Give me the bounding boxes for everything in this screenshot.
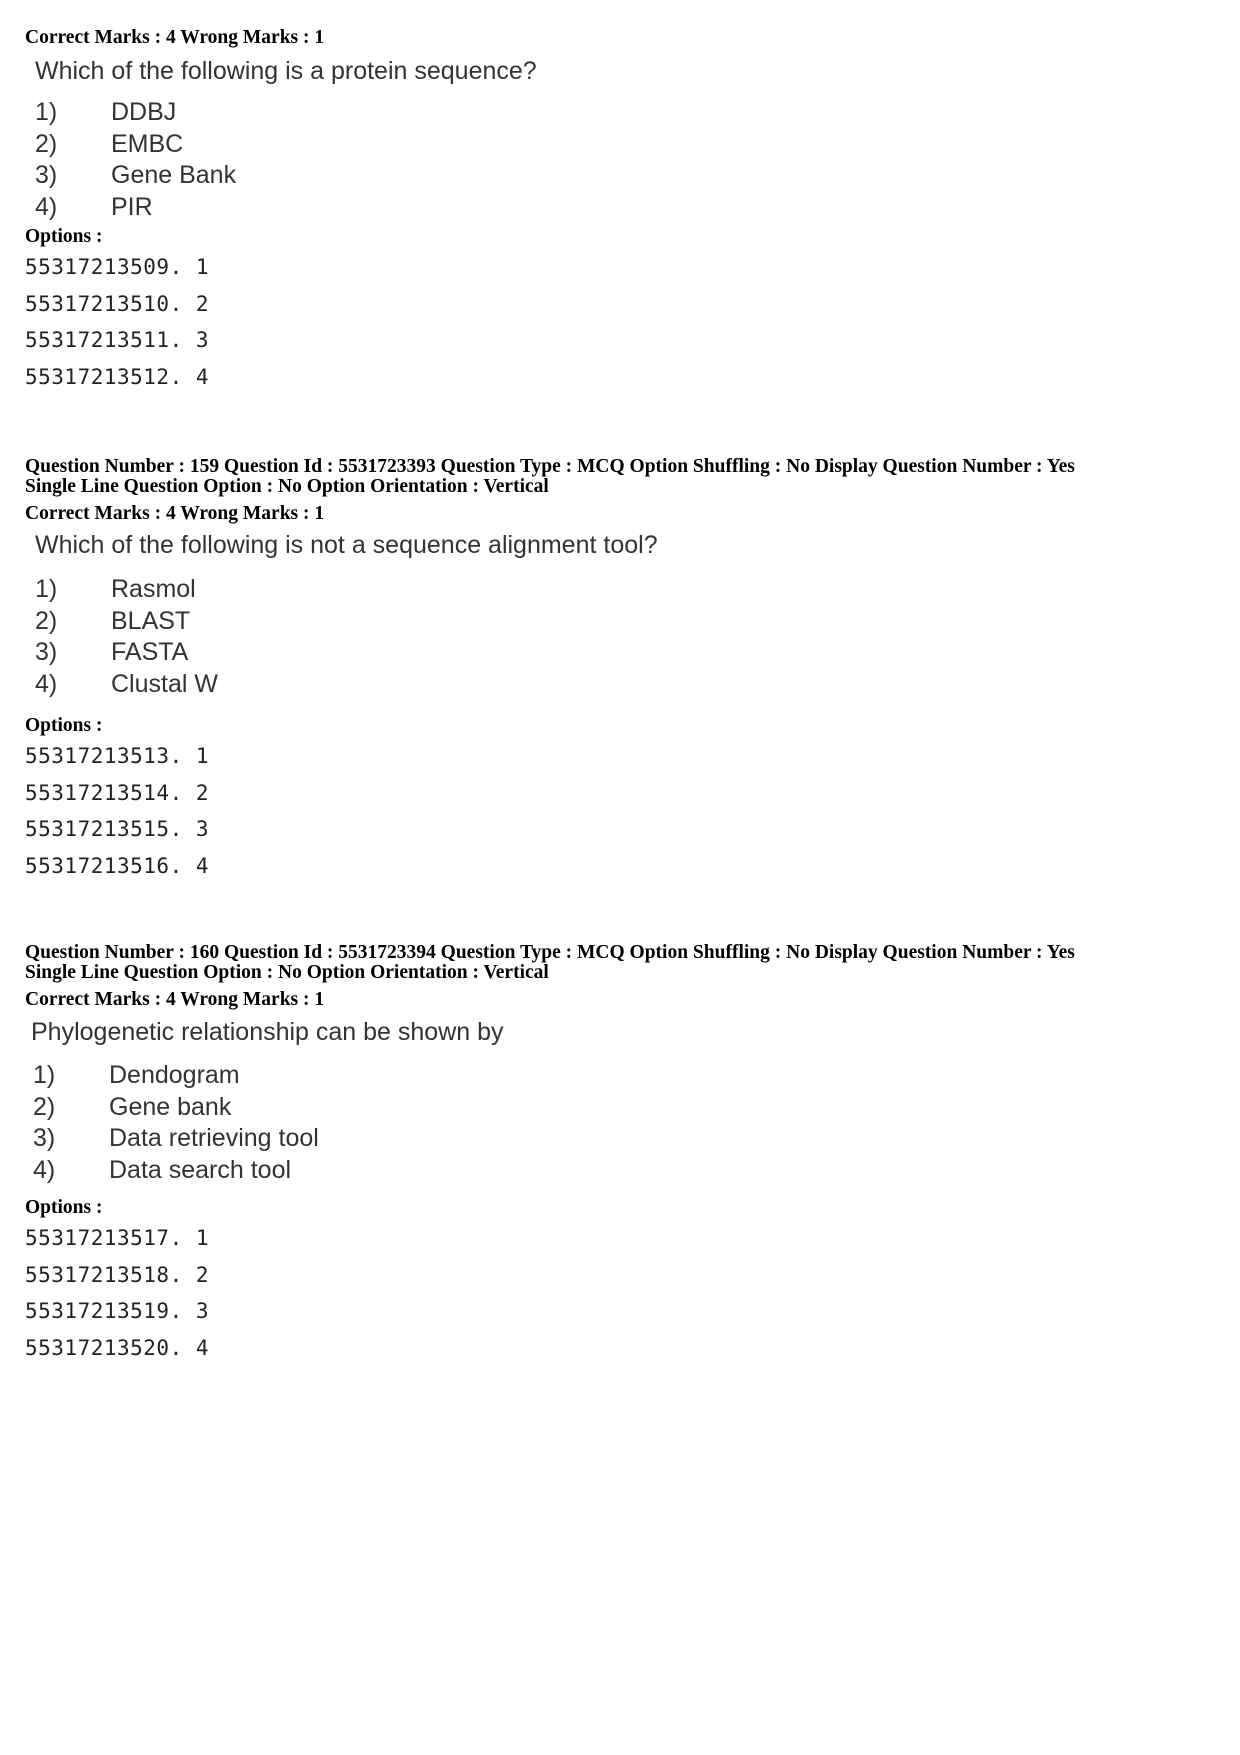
choice-number: 3)	[35, 638, 58, 666]
choice-number: 4)	[33, 1155, 56, 1184]
question-header-line-2: Single Line Question Option : No Option Orientation : Vertical	[25, 476, 549, 497]
choice-number: 1)	[35, 575, 58, 603]
choice-text: Rasmol	[111, 575, 196, 603]
choice-item	[25, 129, 1225, 161]
option-id: 55317213513. 1	[25, 744, 210, 768]
option-id-list	[25, 1220, 1225, 1366]
choice-number: 2)	[33, 1092, 56, 1121]
options-label: Options :	[25, 226, 103, 247]
option-id: 55317213518. 2	[25, 1262, 210, 1287]
choice-item	[25, 606, 1225, 638]
marks-line: Correct Marks : 4 Wrong Marks : 1	[25, 27, 325, 48]
choice-number: 3)	[35, 161, 58, 189]
options-label: Options :	[25, 715, 103, 736]
question-image	[25, 529, 1225, 700]
choice-number: 2)	[35, 606, 58, 635]
choice-item	[25, 1060, 1225, 1092]
choice-item	[25, 1155, 1225, 1187]
choice-number: 1)	[33, 1061, 56, 1089]
choice-item	[25, 97, 1225, 129]
choice-text: Clustal W	[111, 669, 218, 698]
option-id: 55317213511. 3	[25, 328, 210, 352]
choice-text: DDBJ	[111, 98, 177, 126]
option-id: 55317213516. 4	[25, 853, 210, 878]
question-block-160	[25, 943, 1225, 1366]
choice-item	[25, 574, 1225, 606]
option-id: 55317213520. 4	[25, 1335, 210, 1360]
question-image	[25, 55, 1225, 223]
question-text: Phylogenetic relationship can be shown by	[31, 1018, 504, 1046]
option-id: 55317213514. 2	[25, 780, 210, 805]
question-header-line-2: Single Line Question Option : No Option Orientation : Vertical	[25, 962, 549, 983]
choice-text: Dendogram	[109, 1061, 240, 1089]
marks-line: Correct Marks : 4 Wrong Marks : 1	[25, 989, 325, 1010]
choice-list	[25, 574, 1225, 700]
choice-text: FASTA	[111, 638, 189, 666]
question-text: Which of the following is a protein sequence?	[35, 57, 537, 85]
question-block-1	[25, 26, 1225, 395]
question-block-159	[25, 457, 1225, 884]
choice-item	[25, 637, 1225, 669]
choice-number: 1)	[35, 98, 58, 126]
option-id: 55317213519. 3	[25, 1299, 210, 1323]
choice-text: Data search tool	[109, 1155, 292, 1184]
choice-number: 2)	[35, 129, 58, 158]
choice-number: 4)	[35, 192, 58, 221]
question-text: Which of the following is not a sequence alignment tool?	[35, 531, 658, 559]
choice-item	[25, 160, 1225, 192]
choice-text: BLAST	[111, 606, 191, 635]
question-image	[25, 1016, 1225, 1186]
choice-item	[25, 192, 1225, 224]
options-label: Options :	[25, 1197, 103, 1218]
option-id: 55317213512. 4	[25, 364, 210, 389]
choice-number: 4)	[35, 669, 58, 698]
choice-text: Data retrieving tool	[109, 1124, 319, 1152]
choice-item	[25, 1123, 1225, 1155]
choice-item	[25, 669, 1225, 701]
choice-list	[25, 97, 1225, 223]
option-id: 55317213517. 1	[25, 1226, 210, 1250]
question-header-line-1: Question Number : 159 Question Id : 5531723393 Question Type : MCQ Option Shuffling : No Display Question Number : Yes	[25, 456, 1075, 477]
choice-text: Gene bank	[109, 1092, 232, 1121]
choice-item	[25, 1092, 1225, 1124]
option-id: 55317213515. 3	[25, 817, 210, 841]
choice-number: 3)	[33, 1124, 56, 1152]
option-id-list	[25, 249, 1225, 395]
option-id: 55317213509. 1	[25, 255, 210, 279]
question-header-line-1: Question Number : 160 Question Id : 5531723394 Question Type : MCQ Option Shuffling : No Display Question Number : Yes	[25, 942, 1075, 963]
choice-text: Gene Bank	[111, 161, 237, 189]
choice-list	[25, 1060, 1225, 1186]
choice-text: PIR	[111, 192, 153, 221]
choice-text: EMBC	[111, 129, 184, 158]
option-id-list	[25, 738, 1225, 884]
marks-line: Correct Marks : 4 Wrong Marks : 1	[25, 503, 325, 524]
option-id: 55317213510. 2	[25, 291, 210, 316]
